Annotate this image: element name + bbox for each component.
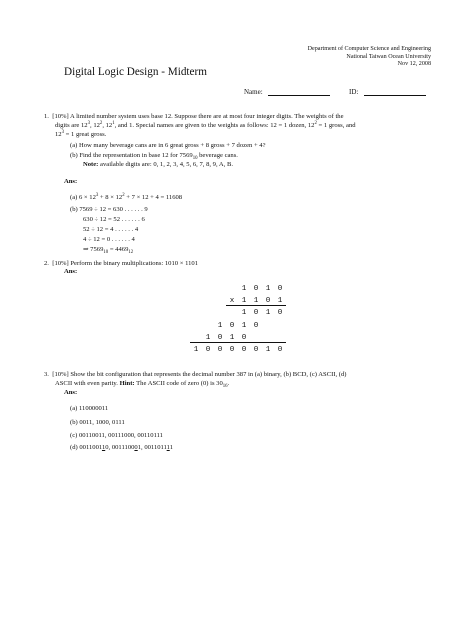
mult-digit: 1 xyxy=(253,297,259,305)
q1-sup: 2 xyxy=(314,121,317,126)
q1-ans-b-line-4: 4 ÷ 12 = 0 . . . . . . 4 xyxy=(83,236,135,243)
mult-row xyxy=(190,346,296,356)
q3-text: The ASCII code of zero (0) is 30 xyxy=(134,380,223,387)
ans-sup: 2 xyxy=(122,193,125,198)
mult-digit: 0 xyxy=(229,322,235,330)
ans-d-bits: 0, xyxy=(105,444,112,451)
ans-text: + 8 × 12 xyxy=(98,194,123,201)
q1-part-b-text: (b) Find the representation in base 12 for 7569 xyxy=(70,152,193,159)
q3-ans-b: (b) 0011, 1000, 0111 xyxy=(70,419,125,426)
q2-text: Perform the binary multiplications: 1010 × 1101 xyxy=(70,260,199,267)
mult-digit: 1 xyxy=(265,346,271,354)
mult-digit: x xyxy=(229,297,235,305)
ans-d-bits: 0011001 xyxy=(79,444,102,451)
q2-ans-label: Ans: xyxy=(64,268,78,275)
mult-rule-2 xyxy=(190,342,286,343)
mult-digit: 0 xyxy=(217,346,223,354)
q2-weight: [10%] xyxy=(52,260,69,267)
ans-d-label: (d) xyxy=(70,444,80,451)
q1-text-a: A limited number system uses base 12. Suppose there are at most four integer digits. The weights of the xyxy=(70,113,344,120)
mult-digit: 0 xyxy=(253,285,259,293)
mult-rule-1 xyxy=(226,305,286,306)
q1-text: = 1 gross, and xyxy=(316,122,356,129)
ans-text: = 4469 xyxy=(108,246,129,253)
q3-weight: [10%] xyxy=(52,371,69,378)
parity-bit: 1 xyxy=(101,444,106,451)
mult-digit: 1 xyxy=(241,285,247,293)
id-blank[interactable] xyxy=(364,88,426,96)
q3-text: ASCII with even parity. xyxy=(55,380,120,387)
q1-sup: 3 xyxy=(87,121,91,126)
ans-d-bits: 1, xyxy=(137,444,145,451)
id-field-group xyxy=(349,88,426,96)
mult-digit: 1 xyxy=(217,322,223,330)
mult-digit: 0 xyxy=(229,346,235,354)
q1-part-b-sub: 10 xyxy=(192,156,198,161)
q3-ans-label: Ans: xyxy=(64,389,78,396)
q1-text: = 1 great gross. xyxy=(64,131,107,138)
q2-number: 2. xyxy=(44,260,49,267)
mult-digit: 0 xyxy=(265,297,271,305)
q1-part-a: (a) How many beverage cans are in 6 great gross + 8 gross + 7 dozen + 4? xyxy=(70,142,266,149)
header-department-block xyxy=(181,46,431,69)
q2-statement xyxy=(44,259,198,268)
ans-d-bits: 0011100 xyxy=(111,444,135,451)
ans-sub: 12 xyxy=(128,250,134,255)
mult-digit: 1 xyxy=(241,322,247,330)
mult-digit: 0 xyxy=(205,346,211,354)
name-label: Name: xyxy=(244,88,263,96)
mult-digit: 0 xyxy=(217,334,223,342)
mult-digit: 1 xyxy=(241,297,247,305)
university-name: National Taiwan Ocean University xyxy=(346,53,431,60)
name-blank[interactable] xyxy=(268,88,330,96)
name-field-group xyxy=(244,88,330,96)
q1-text: 12 xyxy=(55,131,62,138)
mult-digit: 1 xyxy=(265,285,271,293)
q1-ans-b-line-2: 630 ÷ 12 = 52 . . . . . . 6 xyxy=(83,216,145,223)
q3-sub: 16 xyxy=(222,384,228,389)
q1-ans-label: Ans: xyxy=(64,178,78,185)
hint-label: Hint: xyxy=(119,380,135,387)
mult-digit: 0 xyxy=(277,346,283,354)
q1-ans-b-line-3: 52 ÷ 12 = 4 . . . . . . 4 xyxy=(83,226,139,233)
mult-row xyxy=(190,285,296,295)
q1-part-b xyxy=(70,151,238,160)
parity-bit: 1 xyxy=(166,444,170,451)
course-title: Digital Logic Design - Midterm xyxy=(64,66,207,78)
q1-sup: 1 xyxy=(112,121,115,126)
q1-text: digits are 12 xyxy=(55,122,88,129)
q1-statement xyxy=(44,112,439,139)
mult-row xyxy=(190,309,296,319)
ans-text: ⇒ 7569 xyxy=(83,246,104,253)
q3-number: 3. xyxy=(44,371,49,378)
ans-d-bits: 0011011 xyxy=(144,444,167,451)
ans-text: + 7 × 12 + 4 = 11608 xyxy=(124,194,183,201)
mult-digit: 1 xyxy=(277,297,283,305)
q3-ans-c: (c) 00110011, 00111000, 00110111 xyxy=(70,432,163,439)
mult-row xyxy=(190,322,296,332)
q1-text: , 12 xyxy=(90,122,100,129)
mult-digit: 1 xyxy=(193,346,199,354)
ans-d-bits: 1 xyxy=(169,444,174,451)
parity-bit: 0 xyxy=(134,444,138,451)
q1-weight: [10%] xyxy=(52,113,69,120)
ans-text: (a) 6 × 12 xyxy=(70,194,96,201)
q1-sup: 3 xyxy=(61,130,64,135)
id-label: ID: xyxy=(349,88,359,96)
mult-digit: 1 xyxy=(229,334,235,342)
q1-part-b-text: beverage cans. xyxy=(197,152,238,159)
mult-digit: 0 xyxy=(241,346,247,354)
department-name: Department of Computer Science and Engineering xyxy=(307,46,431,52)
mult-digit: 1 xyxy=(265,309,271,317)
mult-digit: 1 xyxy=(205,334,211,342)
exam-date: Nov 12, 2008 xyxy=(397,61,431,68)
q1-note xyxy=(83,160,233,169)
q1-text: , and 1. Special names are given to the weights as follows: 12 = 1 dozen, 12 xyxy=(114,122,315,129)
mult-digit: 0 xyxy=(253,322,259,330)
q3-ans-a: (a) 110000011 xyxy=(70,405,109,412)
mult-digit: 0 xyxy=(277,309,283,317)
mult-digit: 0 xyxy=(277,285,283,293)
q1-ans-b-result xyxy=(83,245,133,254)
q3-statement xyxy=(44,370,439,388)
mult-digit: 0 xyxy=(253,309,259,317)
ans-sup: 3 xyxy=(95,193,99,198)
q3-ans-d xyxy=(70,443,173,452)
note-text: available digits are: 0, 1, 2, 3, 4, 5, 6, 7, 8, 9, A, B. xyxy=(98,161,233,168)
mult-digit: 1 xyxy=(241,309,247,317)
q1-number: 1. xyxy=(44,113,49,120)
q3-text: . xyxy=(227,380,230,387)
q3-text-a: Show the bit configuration that represents the decimal number 387 in (a) binary, (b) BCD, (c) ASCII, (d) xyxy=(70,371,347,378)
note-label: Note: xyxy=(83,161,99,168)
q1-ans-a xyxy=(70,193,182,202)
mult-digit: 0 xyxy=(253,346,259,354)
q1-sup: 2 xyxy=(99,121,103,126)
ans-sub: 10 xyxy=(103,250,109,255)
q1-text: , 12 xyxy=(102,122,113,129)
q1-ans-b-line-1: (b) 7569 ÷ 12 = 630 . . . . . . 9 xyxy=(70,206,148,213)
mult-digit: 0 xyxy=(241,334,247,342)
